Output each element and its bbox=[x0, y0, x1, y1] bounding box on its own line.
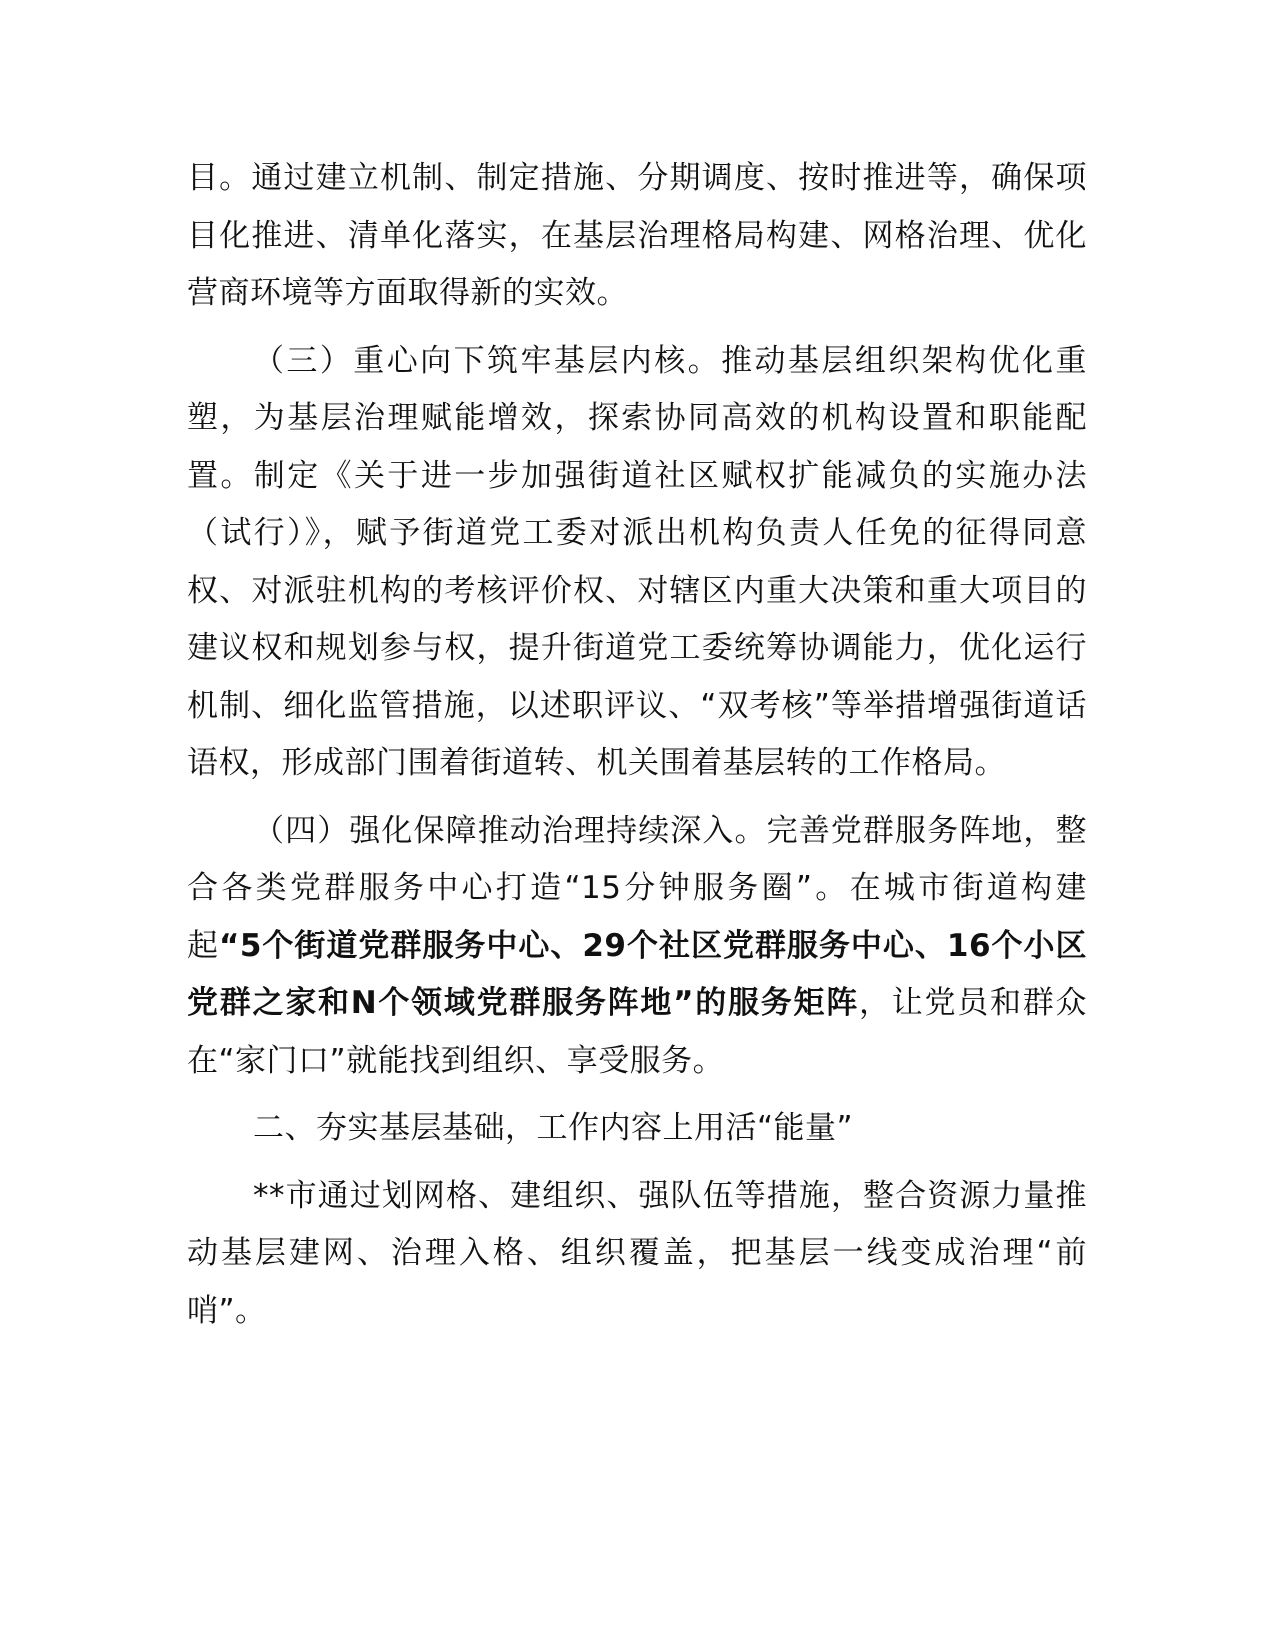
paragraph-continuation: 目。通过建立机制、制定措施、分期调度、按时推进等，确保项目化推进、清单化落实，在基层治理格局构建、网格治理、优化营商环境等方面取得新的实效。 bbox=[187, 160, 1087, 311]
document-body bbox=[187, 150, 1087, 1350]
paragraph-section-four bbox=[187, 803, 1087, 1091]
section-four-text-c: ，让党员和群众在“家门口”就能找到组织、享受服务。 bbox=[187, 985, 1087, 1079]
paragraph-section-two-intro: **市通过划网格、建组织、强队伍等措施，整合资源力量推动基层建网、治理入格、组织覆盖，把基层一线变成治理“前哨”。 bbox=[187, 1177, 1087, 1329]
paragraph-section-three: （三）重心向下筑牢基层内核。推动基层组织架构优化重塑，为基层治理赋能增效，探索协同高效的机构设置和职能配置。制定《关于进一步加强街道社区赋权扩能减负的实施办法（试行）》，赋予街道党工委对派出机构负责人任免的征得同意权、对派驻机构的考核评价权、对辖区内重大决策和重大项目的建议权和规划参与权，提升街道党工委统筹协调能力，优化运行机制、细化监管措施，以述职评议、“双考核”等举措增强街道话语权，形成部门围着街道转、机关围着基层转的工作格局。 bbox=[187, 342, 1087, 781]
section-four-service-matrix: “5个街道党群服务中心、29个社区党群服务中心、16个小区党群之家和N个领域党群服务阵地”的服务矩阵 bbox=[187, 927, 1087, 1021]
section-four-text-a: （四）强化保障推动治理持续深入。完善党群服务阵地，整合各类党群服务中心打造“15分钟服务圈”。在城市街道构建起 bbox=[187, 812, 1087, 964]
heading-section-two: 二、夯实基层基础，工作内容上用活“能量” bbox=[253, 1110, 854, 1146]
